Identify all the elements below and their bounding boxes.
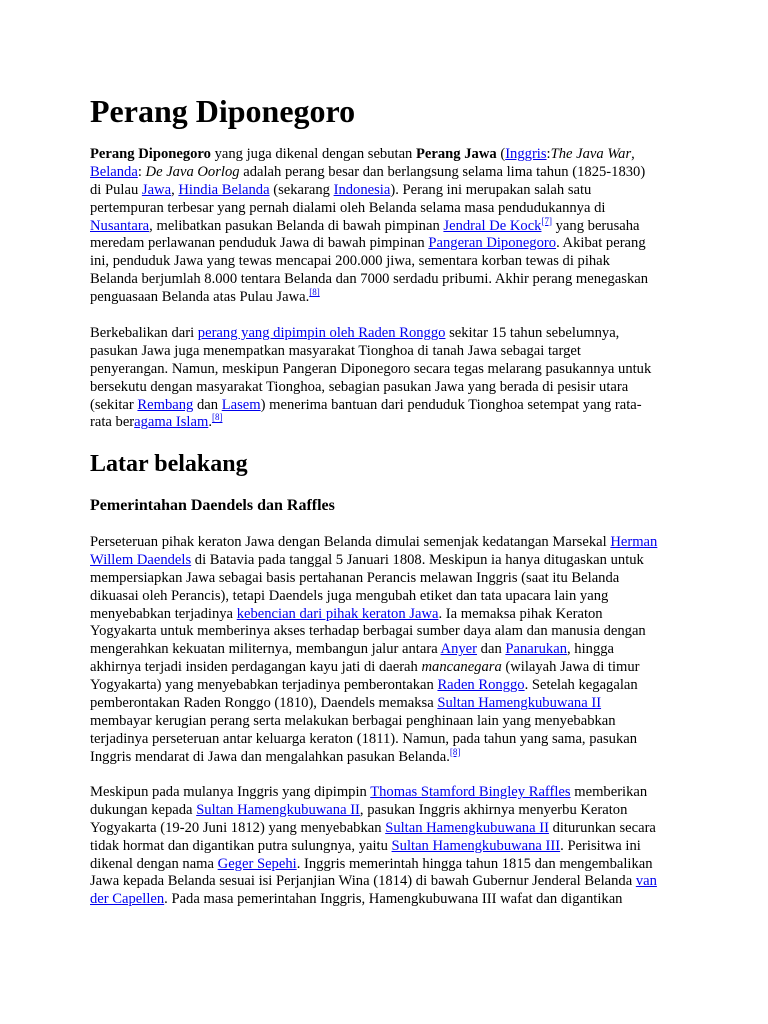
link-jawa[interactable]: Jawa [141, 181, 172, 198]
text: . Ia memaksa pihak Keraton [438, 605, 603, 622]
text: : [137, 163, 146, 180]
link-rembang[interactable]: Rembang [137, 396, 194, 413]
text: sekitar 15 tahun sebelumnya, [445, 325, 620, 341]
text: yang juga dikenal dengan sebutan [210, 146, 416, 162]
paragraph-raffles [90, 784, 680, 909]
text: . Pada masa pemerintahan Inggris, Hamengkubuwana III wafat dan digantikan [164, 891, 623, 908]
text: Yogyakarta) yang menyebabkan terjadinya pemberontakan [90, 677, 438, 694]
text: memberikan [570, 784, 648, 800]
text: pemberontakan Raden Ronggo (1810), Daendels memaksa [90, 695, 438, 712]
ref-8[interactable]: [8] [449, 746, 461, 757]
ref-7[interactable]: [7] [541, 215, 552, 226]
link-sultan-hamengkubuwana-ii[interactable]: Sultan Hamengkubuwana II [437, 695, 602, 712]
link-herman[interactable]: Herman [610, 534, 658, 550]
text: meredam perlawanan penduduk Jawa di bawah pimpinan [90, 235, 429, 252]
ref-8[interactable]: [8] [211, 412, 223, 423]
link-perang-raden-ronggo[interactable]: perang yang dipimpin oleh Raden Ronggo [197, 325, 446, 341]
link-belanda[interactable]: Belanda [90, 163, 138, 180]
link-hindia-belanda[interactable]: Hindia Belanda [178, 181, 270, 198]
link-anyer[interactable]: Anyer [440, 641, 478, 658]
text: di Pulau [90, 181, 142, 198]
text: yang berusaha [551, 217, 640, 234]
text-line: mempersiapkan Jawa sebagai basis pertahanan Perancis melawan Inggris (saat itu Belanda [90, 569, 620, 586]
text: dikenal dengan nama [90, 855, 218, 872]
text: Inggris mendarat di Jawa dan mengalahkan pasukan Belanda. [90, 748, 450, 765]
text-line: penyerangan. Namun, meskipun Pangeran Diponegoro secara tegas melarang pasukannya untuk [90, 360, 652, 377]
link-agama-islam[interactable]: agama Islam [134, 414, 209, 431]
text: . Inggris memerintah hingga tahun 1815 dan mengembalikan [296, 855, 653, 872]
intro-paragraph [90, 146, 680, 307]
text: ). Perang ini merupakan salah satu [390, 181, 592, 198]
text: ( [496, 146, 506, 162]
link-indonesia[interactable]: Indonesia [333, 181, 391, 198]
text: ) menerima bantuan dari penduduk Tionghoa setempat yang rata- [260, 396, 642, 413]
text: Yogyakarta (19-20 Juni 1812) yang menyebabkan [90, 819, 386, 836]
link-geger-sepehi[interactable]: Geger Sepehi [217, 855, 297, 872]
text-line: Yogyakarta untuk memberinya akses terhadap berbagai sumber daya alam dan manusia dengan [90, 623, 646, 640]
link-van[interactable]: van [635, 873, 657, 890]
subsection-heading: Pemerintahan Daendels dan Raffles [90, 497, 335, 514]
text: Perseteruan pihak keraton Jawa dengan Belanda dimulai semenjak kedatangan Marsekal [90, 534, 611, 550]
text: (sekitar [90, 396, 138, 413]
text: . [208, 414, 212, 431]
link-pangeran-diponegoro[interactable]: Pangeran Diponegoro [428, 235, 557, 252]
text: , pasukan Inggris akhirnya menyerbu Keraton [359, 801, 628, 818]
text: . Perisitwa ini [560, 837, 641, 854]
text: Berkebalikan dari [90, 325, 198, 341]
link-sultan-hamengkubuwana-ii[interactable]: Sultan Hamengkubuwana II [196, 801, 360, 818]
text: dan [477, 641, 506, 658]
link-nusantara[interactable]: Nusantara [90, 217, 150, 234]
text: penguasaan Belanda atas Pulau Jawa. [90, 289, 310, 306]
text: , [171, 181, 179, 198]
link-sultan-hamengkubuwana-ii[interactable]: Sultan Hamengkubuwana II [385, 819, 549, 836]
text: (sekarang [269, 181, 334, 198]
link-raffles[interactable]: Thomas Stamford Bingley Raffles [370, 784, 571, 800]
text: , hingga [567, 641, 615, 658]
text: mengerahkan kekuatan militernya, membangun jalur antara [90, 641, 441, 658]
text: dan [193, 396, 222, 413]
text: . Akibat perang [556, 235, 646, 252]
text: : [546, 146, 551, 162]
dutch-name: De Java Oorlog [145, 163, 240, 180]
text-line: membayar kerugian perang serta melakukan berbagai penghinaan lain yang menyebabkan [90, 712, 616, 729]
text: , melibatkan pasukan Belanda di bawah pimpinan [149, 217, 444, 234]
text: diturunkan secara [548, 819, 656, 836]
term-perang-jawa: Perang Jawa [416, 146, 497, 162]
text: , [631, 146, 635, 162]
text-line: Belanda berjumlah 8.000 tentara Belanda dan 7000 serdadu pribumi. Akhir perang menegaskan [90, 271, 649, 288]
link-panarukan[interactable]: Panarukan [505, 641, 567, 658]
text-line: dikuasai oleh Perancis), tetapi Daendels juga mengubah etiket dan tata upacara lain yang [90, 587, 609, 604]
term-mancanegara: mancanegara [421, 659, 502, 676]
link-kebencian[interactable]: kebencian dari pihak keraton Jawa [236, 605, 439, 622]
link-willem-daendels[interactable]: Willem Daendels [90, 551, 192, 568]
text-line: pasukan Jawa juga menempatkan masyarakat Tionghoa di tanah Jawa sebagai target [90, 342, 581, 359]
text: Jawa kepada Belanda sesuai isi Perjanjian Wina (1814) di bawah Gubernur Jenderal Belanda [90, 873, 636, 890]
paragraph-tionghoa [90, 325, 680, 432]
text: di Batavia pada tanggal 5 Januari 1808. Meskipun ia hanya ditugaskan untuk [191, 551, 644, 568]
text: adalah perang besar dan berlangsung selama lima tahun (1825-1830) [239, 163, 646, 180]
section-heading: Latar belakang [90, 451, 248, 477]
text-line: bersekutu dengan masyarakat Tionghoa, sebagian pasukan Jawa yang berada di pesisir utara [90, 378, 629, 395]
text-line: ini, penduduk Jawa yang tewas mencapai 200.000 jiwa, sementara korban tewas di pihak [90, 253, 610, 270]
link-sultan-hamengkubuwana-iii[interactable]: Sultan Hamengkubuwana III [391, 837, 561, 854]
link-der-capellen[interactable]: der Capellen [90, 891, 165, 908]
text: (wilayah Jawa di timur [501, 659, 640, 676]
term-perang-diponegoro: Perang Diponegoro [90, 146, 211, 162]
english-name: The Java War [550, 146, 632, 162]
link-lasem[interactable]: Lasem [221, 396, 261, 413]
link-inggris[interactable]: Inggris [505, 146, 547, 162]
ref-8[interactable]: [8] [309, 287, 320, 298]
text-line: pertempuran terbesar yang pernah dialami oleh Belanda selama masa pendudukannya di [90, 199, 606, 216]
text: akhirnya terjadi insiden perdagangan kayu jati di daerah [90, 659, 422, 676]
text: rata ber [90, 414, 135, 431]
text: Meskipun pada mulanya Inggris yang dipimpin [90, 784, 371, 800]
text: dukungan kepada [90, 801, 197, 818]
text: menyebabkan terjadinya [90, 605, 237, 622]
paragraph-daendels [90, 534, 680, 767]
text: . Setelah kegagalan [524, 677, 638, 694]
text: tidak hormat dan digantikan putra sulungnya, yaitu [90, 837, 392, 854]
page-title: Perang Diponegoro [90, 93, 356, 129]
link-raden-ronggo[interactable]: Raden Ronggo [437, 677, 525, 694]
link-jendral-de-kock[interactable]: Jendral De Kock [443, 217, 542, 234]
text-line: terjadinya perseteruan antar keluarga keraton (1811). Namun, pada tahun yang sama, pasukan [90, 730, 638, 747]
